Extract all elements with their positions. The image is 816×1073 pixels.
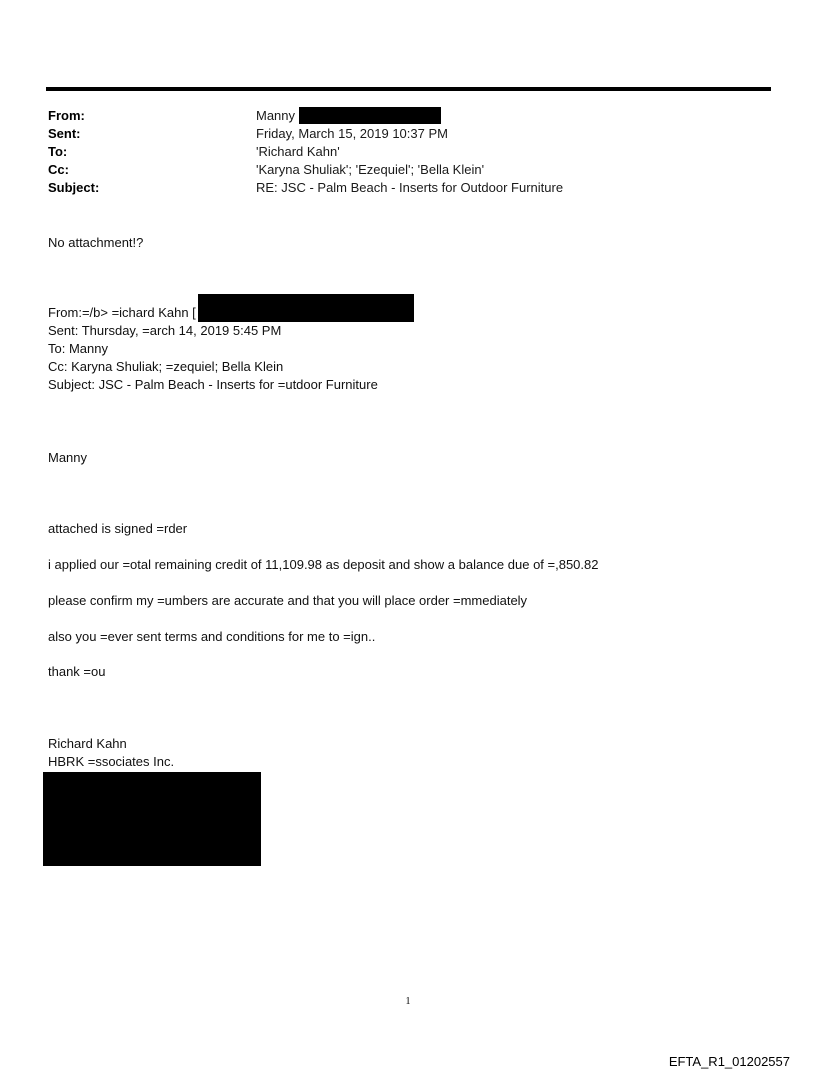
from-name: Manny (256, 108, 296, 123)
quoted-from-line: From:=/b> =ichard Kahn [ (48, 305, 196, 320)
quoted-email-header (48, 304, 378, 394)
header-row-from (48, 107, 768, 125)
bates-number: EFTA_R1_01202557 (668, 1054, 790, 1069)
page-number: 1 (405, 996, 411, 1007)
cc-value: 'Karyna Shuliak'; 'Ezequiel'; 'Bella Klein' (256, 162, 485, 177)
cc-label: Cc: (48, 162, 69, 177)
body-line-5: thank =ou (48, 664, 106, 679)
body-line-2: i applied our =otal remaining credit of 11,109.98 as deposit and show a balance due of =,850.82 (48, 557, 599, 572)
quoted-to-line: To: Manny (48, 341, 108, 356)
signature-name: Richard Kahn (48, 736, 127, 751)
subject-label: Subject: (48, 180, 100, 195)
reply-text: No attachment!? (48, 235, 144, 250)
header-divider-rule (46, 87, 771, 91)
from-label: From: (48, 108, 85, 123)
to-label: To: (48, 144, 68, 159)
sent-value: Friday, March 15, 2019 10:37 PM (256, 126, 448, 141)
email-header (48, 107, 768, 197)
quoted-cc-line: Cc: Karyna Shuliak; =zequiel; Bella Klein (48, 359, 284, 374)
signature-company: HBRK =ssociates Inc. (48, 754, 175, 769)
header-row-subject (48, 179, 768, 197)
header-row-sent (48, 125, 768, 143)
body-line-1: attached is signed =rder (48, 521, 188, 536)
header-row-cc (48, 161, 768, 179)
body-greeting: Manny (48, 450, 88, 465)
to-value: 'Richard Kahn' (256, 144, 340, 159)
header-row-to (48, 143, 768, 161)
redaction-block-signature (43, 772, 261, 866)
redaction-block-from (299, 107, 441, 124)
quoted-subject-line: Subject: JSC - Palm Beach - Inserts for =utdoor Furniture (48, 377, 378, 392)
sent-label: Sent: (48, 126, 81, 141)
quoted-sent-line: Sent: Thursday, =arch 14, 2019 5:45 PM (48, 323, 282, 338)
body-line-4: also you =ever sent terms and conditions for me to =ign.. (48, 629, 376, 644)
from-value (256, 107, 441, 125)
subject-value: RE: JSC - Palm Beach - Inserts for Outdoor Furniture (256, 180, 564, 195)
body-line-3: please confirm my =umbers are accurate and that you will place order =mmediately (48, 593, 528, 608)
